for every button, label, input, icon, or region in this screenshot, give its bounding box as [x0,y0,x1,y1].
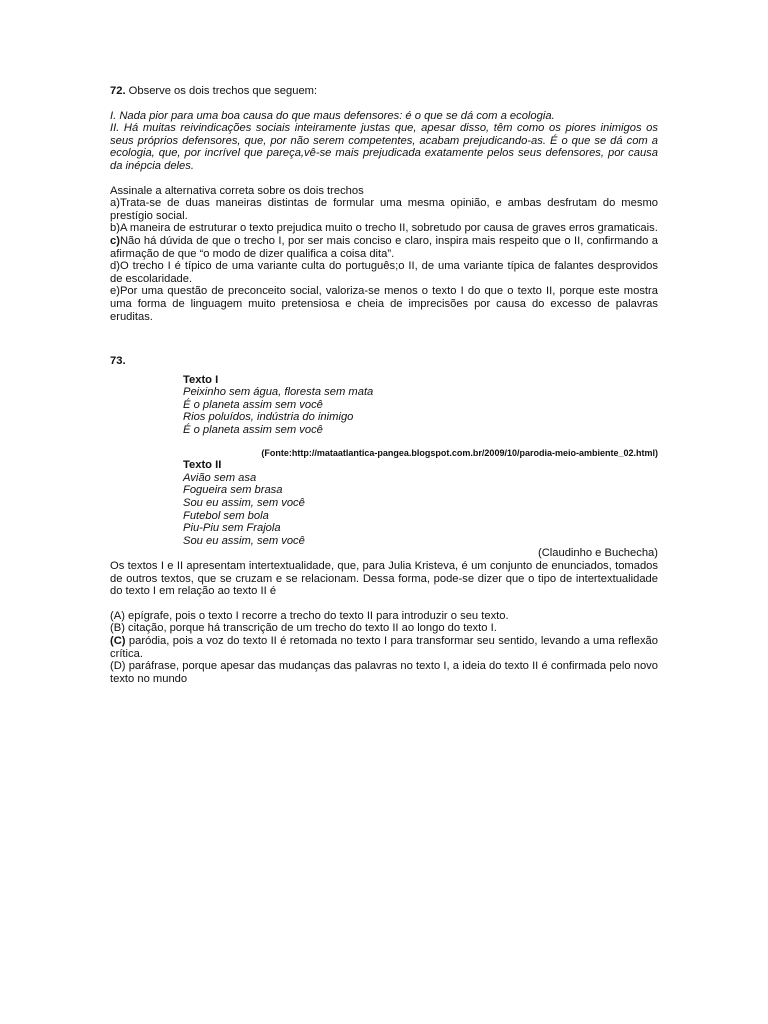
texto-1 [183,374,658,437]
question-72 [110,85,658,323]
question-73 [110,355,658,685]
poem-line: Peixinho sem água, floresta sem mata [183,386,374,399]
option-b: b)A maneira de estruturar o texto prejudica muito o trecho II, sobretudo por causa de graves erros gramaticais. [110,222,658,235]
texto-2 [183,459,658,547]
option-a: a)Trata-se de duas maneiras distintas de formular uma mesma opinião, e ambas desfrutam do mesmo prestígio social. [110,197,658,222]
option-c-text: paródia, pois a voz do texto II é retomada no texto I para transformar seu sentido, levando a uma reflexão crítica. [110,634,658,660]
option-b: (B) citação, porque há transcrição de um trecho do texto II ao longo do texto I. [110,622,497,635]
excerpt-2: II. Há muitas reivindicações sociais inteiramente justas que, apesar disso, têm como os piores inimigos os seus próprios defensores, que, por não serem competentes, acabam prejudicando-as. É o que se dá com a ecologia, que, por incrível que pareça,vê-se mais prejudicada exatamente pelos seus defensores, por causa da inépcia deles. [110,122,658,172]
question-72-header [110,85,658,98]
question-instruction: Assinale a alternativa correta sobre os dois trechos [110,184,364,197]
option-c [110,635,658,660]
poem-line: Piu-Piu sem Frajola [183,522,281,535]
option-c [110,235,658,260]
texto-1-title: Texto I [183,373,219,386]
option-c-text: Não há dúvida de que o trecho I, por ser mais conciso e claro, inspira mais respeito que o II, confirmando a afirmação de que “o modo de dizer qualifica a coisa dita”. [110,234,658,260]
question-prompt: Observe os dois trechos que seguem: [125,85,318,97]
texto-1-source: (Fonte:http://mataatlantica-pangea.blogspot.com.br/2009/10/parodia-meio-ambiente_02.html) [261,447,658,458]
option-d: d)O trecho I é típico de uma variante culta do português;o II, de uma variante típica de falantes desprovidos de escolaridade. [110,260,658,285]
poem-line: Futebol sem bola [183,509,269,522]
document-page [110,85,658,685]
excerpt-1: I. Nada pior para uma boa causa do que maus defensores: é o que se dá com a ecologia. [110,109,555,122]
option-c-letter: c) [110,234,120,247]
poem-line: Sou eu assim, sem você [183,534,305,547]
poem-line: É o planeta assim sem você [183,424,323,437]
poem-line: Rios poluídos, indústria do inimigo [183,411,354,424]
texto-2-title: Texto II [183,459,222,472]
poem-line: Sou eu assim, sem você [183,497,305,510]
option-e: e)Por uma questão de preconceito social, valoriza-se menos o texto I do que o texto II, porque este mostra uma forma de linguagem muito pretensiosa e cheia de imprecisões por causa do excesso de palavras eruditas. [110,285,658,323]
poem-line: É o planeta assim sem você [183,398,323,411]
option-d: (D) paráfrase, porque apesar das mudanças das palavras no texto I, a ideia do texto II é confirmada pelo novo texto no mundo [110,660,658,685]
poem-line: Fogueira sem brasa [183,484,283,497]
question-number: 73. [110,355,126,368]
question-number: 72. [110,85,126,97]
poem-line: Avião sem asa [183,471,257,484]
question-text: Os textos I e II apresentam intertextualidade, que, para Julia Kristeva, é um conjunto de enunciados, tomados de outros textos, que se cruzam e se relacionam. Dessa forma, pode-se dizer que o tipo de intertextualidade do texto I em relação ao texto II é [110,560,658,598]
texto-2-author: (Claudinho e Buchecha) [537,547,658,560]
option-c-letter: (C) [110,634,126,647]
option-a: (A) epígrafe, pois o texto I recorre a trecho do texto II para introduzir o seu texto. [110,609,509,622]
